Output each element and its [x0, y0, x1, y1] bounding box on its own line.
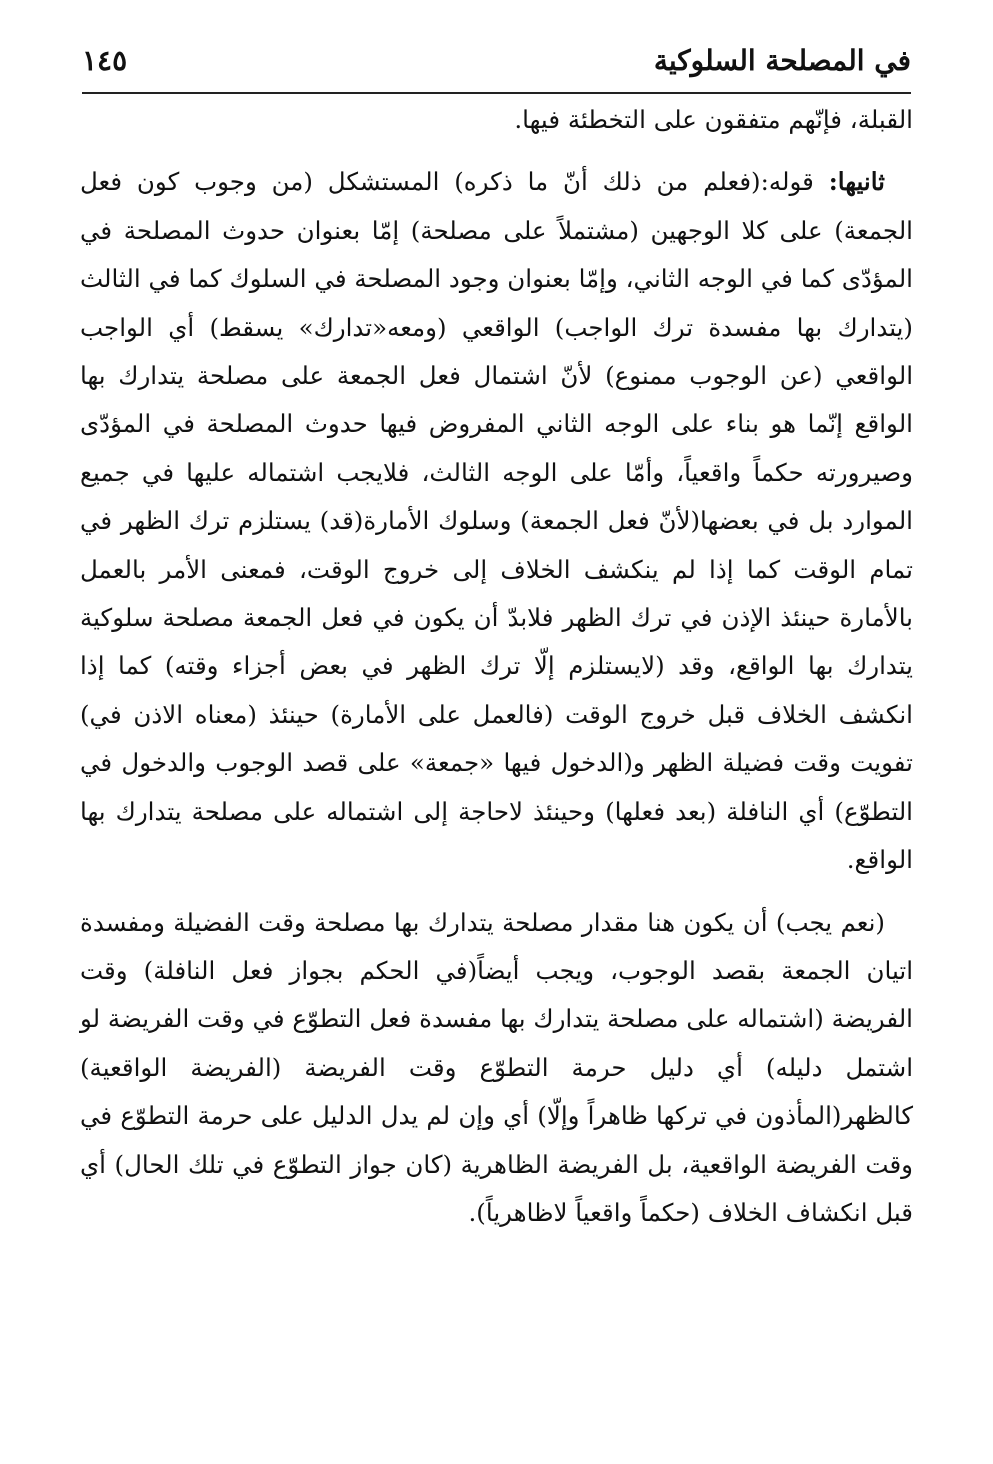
paragraph-continuation — [80, 96, 913, 144]
paragraph-lead: ثانيها: — [828, 167, 885, 197]
page-header — [82, 28, 911, 94]
paragraph-text: (نعم يجب) أن يكون هنا مقدار مصلحة يتدارك بها مصلحة وقت الفضيلة ومفسدة اتيان الجمعة بقصد الوجوب، ويجب أيضاً(في الحكم بجواز فعل النافلة) وقت الفريضة (اشتماله على مصلحة يتدارك بها مفسدة فعل التطوّع في وقت الفريضة لو اشتمل دليله) أي دليل حرمة التطوّع وقت الفريضة (الفريضة الواقعية) كالظهر(المأذون في تركها ظاهراً وإلّا) أي وإن لم يدل الدليل على حرمة التطوّع في وقت الفريضة الواقعية، بل الفريضة الظاهرية (كان جواز التطوّع في تلك الحال) أي قبل انكشاف الخلاف (حكماً واقعياً لاظاهرياً). — [80, 907, 913, 1227]
running-title: في المصلحة السلوكية — [653, 43, 911, 77]
paragraph-second-point — [80, 158, 913, 884]
paragraph-nam-yajib — [80, 899, 913, 1238]
page-body — [80, 96, 913, 1237]
page-number: ١٤٥ — [82, 43, 128, 77]
paragraph-text: القبلة، فإنّهم متفقون على التخطئة فيها. — [514, 105, 913, 134]
paragraph-text: قوله:(فعلم من ذلك أنّ ما ذكره) المستشكل (من وجوب كون فعل الجمعة) على كلا الوجهين (مشتملاً على مصلحة) إمّا بعنوان حدوث المصلحة في المؤدّى كما في الوجه الثاني، وإمّا بعنوان وجود المصلحة في السلوك كما في الثالث (يتدارك بها مفسدة ترك الواجب) الواقعي (ومعه«تدارك» يسقط) أي الواجب الواقعي (عن الوجوب ممنوع) لأنّ اشتمال فعل الجمعة على مصلحة يتدارك بها الواقع إنّما هو بناء على الوجه الثاني المفروض فيها حدوث المصلحة في المؤدّى وصيرورته حكماً واقعياً، وأمّا على الوجه الثالث، فلايجب اشتماله عليها في جميع الموارد بل في بعضها(لأنّ فعل الجمعة) وسلوك الأمارة(قد) يستلزم ترك الظهر في تمام الوقت كما إذا لم ينكشف الخلاف إلى خروج الوقت، فمعنى الأمر بالعمل بالأمارة حينئذ الإذن في ترك الظهر فلابدّ أن يكون في فعل الجمعة مصلحة سلوكية يتدارك بها الواقع، وقد (لايستلزم إلّا ترك الظهر في بعض أجزاء وقته) كما إذا انكشف الخلاف قبل خروج الوقت (فالعمل على الأمارة) حينئذ (معناه الاذن في) تفويت وقت فضيلة الظهر و(الدخول فيها «جمعة» على قصد الوجوب والدخول في التطوّع) أي النافلة (بعد فعلها) وحينئذ لاحاجة إلى اشتماله على مصلحة يتدارك بها الواقع. — [80, 167, 913, 875]
